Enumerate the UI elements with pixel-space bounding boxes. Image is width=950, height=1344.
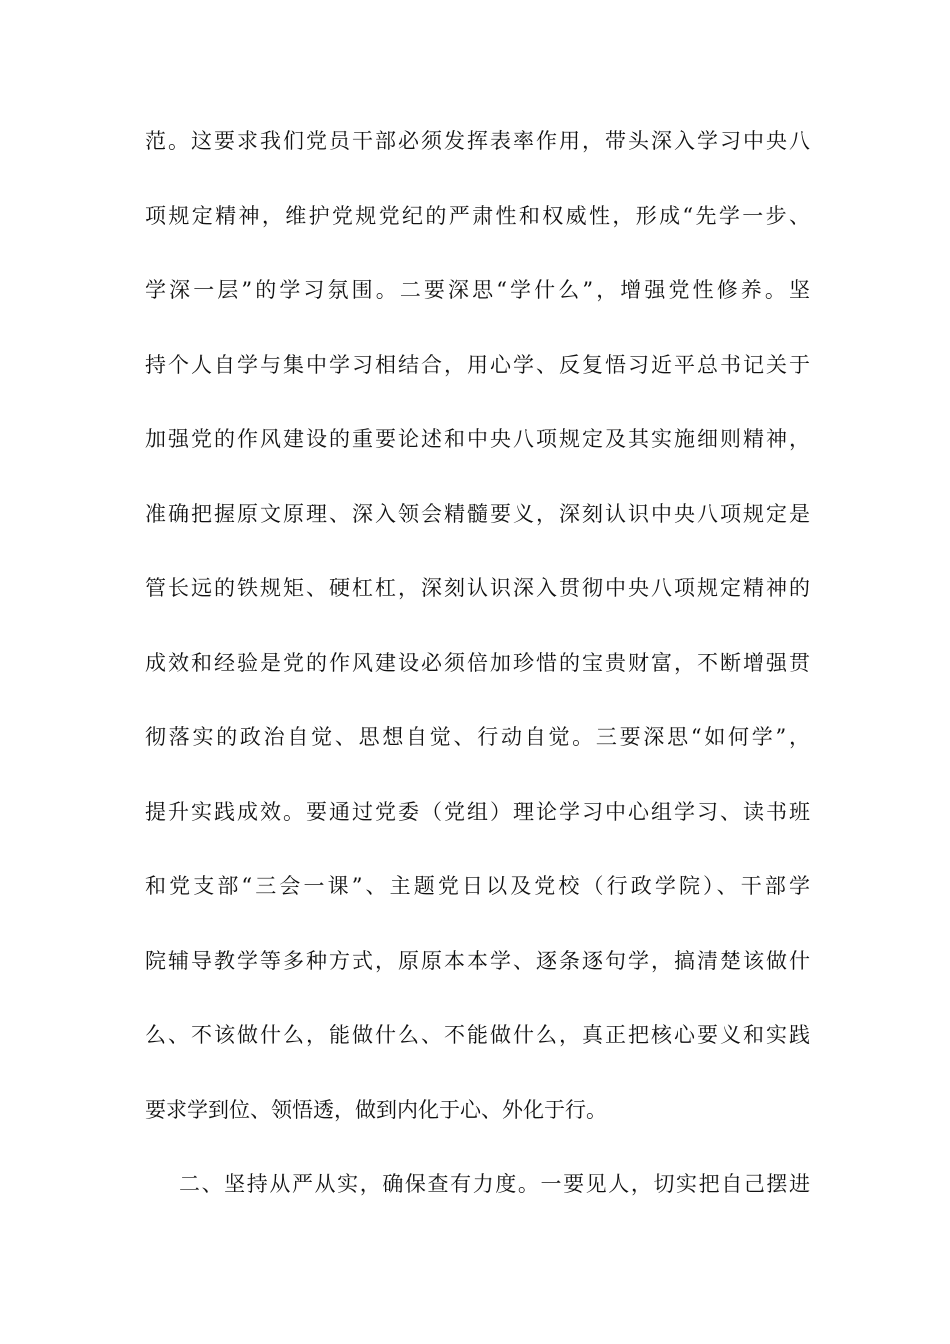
text-line-11: 和党支部“三会一课”、主题党日以及党校（行政学院）、干部学 xyxy=(145,874,810,898)
text-line-1: 范。这要求我们党员干部必须发挥表率作用，带头深入学习中央八 xyxy=(145,129,810,153)
text-line-10: 提升实践成效。要通过党委（党组）理论学习中心组学习、读书班 xyxy=(145,799,810,824)
section-heading-line: 二、坚持从严从实，确保查有力度。一要见人，切实把自己摆进 xyxy=(179,1172,810,1196)
text-line-4: 持个人自学与集中学习相结合，用心学、反复悟习近平总书记关于 xyxy=(145,352,810,377)
text-line-7: 管长远的铁规矩、硬杠杠，深刻认识深入贯彻中央八项规定精神的 xyxy=(145,576,810,600)
text-line-9: 彻落实的政治自觉、思想自觉、行动自觉。三要深思“如何学”， xyxy=(145,725,810,749)
text-line-14: 要求学到位、领悟透，做到内化于心、外化于行。 xyxy=(145,1097,607,1122)
text-line-8: 成效和经验是党的作风建设必须倍加珍惜的宝贵财富，不断增强贯 xyxy=(145,650,810,675)
text-line-13: 么、不该做什么，能做什么、不能做什么，真正把核心要义和实践 xyxy=(145,1023,810,1047)
text-line-3: 学深一层”的学习氛围。二要深思“学什么”，增强党性修养。坚 xyxy=(145,278,810,302)
text-line-12: 院辅导教学等多种方式，原原本本学、逐条逐句学，搞清楚该做什 xyxy=(145,948,810,973)
text-line-6: 准确把握原文原理、深入领会精髓要义，深刻认识中央八项规定是 xyxy=(145,501,810,526)
body-text xyxy=(145,118,810,1236)
text-line-5: 加强党的作风建设的重要论述和中央八项规定及其实施细则精神， xyxy=(145,427,810,451)
text-line-2: 项规定精神，维护党规党纪的严肃性和权威性，形成“先学一步、 xyxy=(145,203,810,228)
